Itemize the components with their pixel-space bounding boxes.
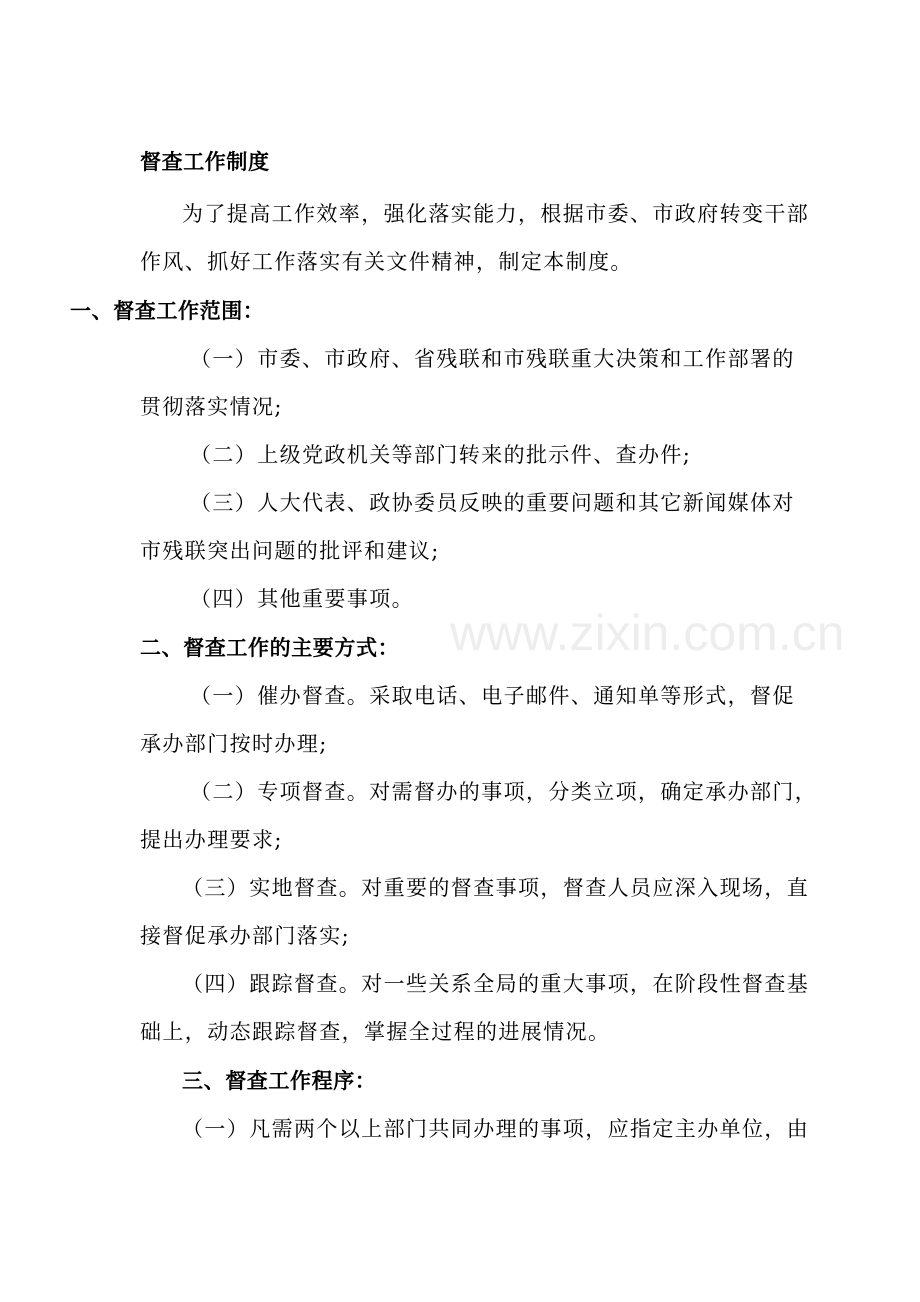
section-2-line-6: 接督促承办部门落实;	[140, 924, 351, 948]
section-2-line-4: 提出办理要求;	[140, 828, 283, 852]
section-1-line-4: （三）人大代表、政协委员反映的重要问题和其它新闻媒体对	[190, 491, 795, 515]
section-1-heading: 一、督查工作范围：	[70, 299, 265, 323]
section-2-line-7: （四）跟踪督查。对一些关系全局的重大事项，在阶段性督查基	[182, 972, 810, 996]
section-1-line-6: （四）其他重要事项。	[190, 587, 414, 611]
intro-line-2: 作风、抓好工作落实有关文件精神，制定本制度。	[140, 250, 633, 274]
section-1-line-2: 贯彻落实情况;	[140, 395, 283, 419]
section-3-line-1: （一）凡需两个以上部门共同办理的事项，应指定主办单位，由	[182, 1117, 810, 1141]
section-2-line-1: （一）催办督查。采取电话、电子邮件、通知单等形式，督促	[190, 684, 795, 708]
section-2-line-5: （三）实地督查。对重要的督查事项，督查人员应深入现场，直	[182, 876, 810, 900]
section-2-line-8: 础上，动态跟踪督查，掌握全过程的进展情况。	[140, 1020, 611, 1044]
section-1-line-3: （二）上级党政机关等部门转来的批示件、查办件;	[190, 443, 692, 467]
section-2-line-3: （二）专项督查。对需督办的事项，分类立项，确定承办部门，	[190, 780, 818, 804]
section-1-line-1: （一）市委、市政府、省残联和市残联重大决策和工作部署的	[190, 347, 795, 371]
section-1-line-5: 市残联突出问题的批评和建议;	[140, 539, 440, 563]
section-2-line-2: 承办部门按时办理;	[140, 732, 328, 756]
document-title: 督查工作制度	[140, 150, 270, 174]
section-3-heading: 三、督查工作程序：	[182, 1069, 377, 1093]
intro-line-1: 为了提高工作效率，强化落实能力，根据市委、市政府转变干部	[182, 202, 810, 226]
section-2-heading: 二、督查工作的主要方式：	[140, 636, 400, 660]
watermark-text: www.zixin.com.cn	[450, 605, 845, 661]
